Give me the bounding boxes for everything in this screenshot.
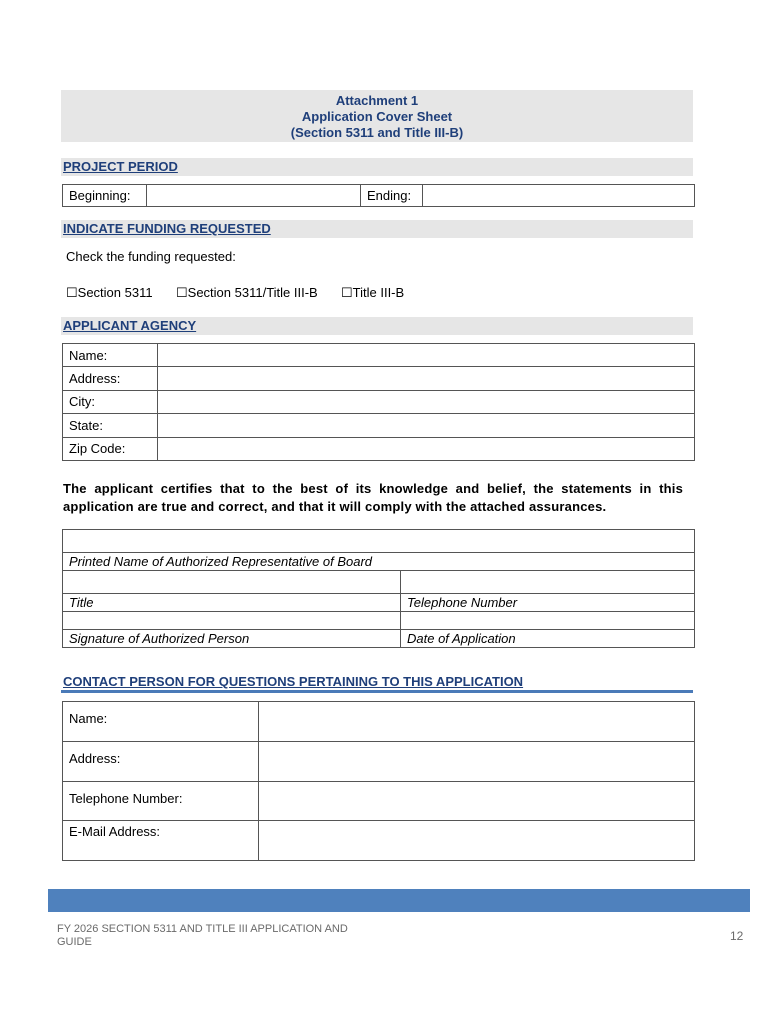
table-row: [63, 414, 695, 437]
telephone-field[interactable]: [401, 571, 695, 594]
certification-statement: The applicant certifies that to the best of its knowledge and belief, the statements in this application are true and correct, and that it will comply with the attached assurances.: [63, 481, 683, 514]
applicant-agency-table: [62, 343, 695, 461]
title-line-1: Attachment 1: [335, 93, 419, 108]
zip-code-field[interactable]: [158, 437, 695, 460]
beginning-field[interactable]: [147, 185, 361, 207]
date-label: Date of Application: [401, 630, 695, 648]
page-number: 12: [730, 929, 744, 943]
contact-email-label: E-Mail Address:: [63, 821, 259, 861]
title-field[interactable]: [63, 571, 401, 594]
title-line-2: Application Cover Sheet: [301, 109, 453, 124]
address-label: Address:: [63, 367, 158, 390]
applicant-agency-heading: APPLICANT AGENCY: [61, 317, 693, 335]
signature-label: Signature of Authorized Person: [63, 630, 401, 648]
document-title: [61, 90, 693, 142]
address-field[interactable]: [158, 367, 695, 390]
signature-table: [62, 529, 695, 648]
funding-option-label: Section 5311/Title III-B: [187, 285, 318, 300]
funding-option-title-iii-b[interactable]: [341, 285, 404, 301]
telephone-label: Telephone Number: [401, 594, 695, 612]
project-period-heading: PROJECT PERIOD: [61, 158, 693, 176]
footer-text: FY 2026 SECTION 5311 AND TITLE III APPLICATION AND GUIDE: [57, 923, 348, 948]
ending-label: Ending:: [361, 185, 423, 207]
title-line-3: (Section 5311 and Title III-B): [290, 125, 464, 140]
contact-name-label: Name:: [63, 702, 259, 742]
funding-option-label: Section 5311: [77, 285, 153, 300]
city-label: City:: [63, 390, 158, 413]
printed-name-field[interactable]: [63, 530, 695, 553]
zip-code-label: Zip Code:: [63, 437, 158, 460]
checkbox-icon[interactable]: ☐: [176, 285, 188, 300]
state-label: State:: [63, 414, 158, 437]
table-row: [63, 437, 695, 460]
funding-heading: INDICATE FUNDING REQUESTED: [61, 220, 693, 238]
funding-option-5311[interactable]: [66, 285, 153, 301]
table-row: [63, 390, 695, 413]
contact-name-field[interactable]: [259, 702, 695, 742]
name-label: Name:: [63, 344, 158, 367]
printed-name-label: Printed Name of Authorized Representative of Board: [63, 553, 695, 571]
contact-telephone-label: Telephone Number:: [63, 781, 259, 821]
contact-address-field[interactable]: [259, 741, 695, 781]
funding-option-5311-title-iii-b[interactable]: [176, 285, 318, 301]
project-period-table: [62, 184, 695, 207]
checkbox-icon[interactable]: ☐: [66, 285, 78, 300]
contact-person-table: [62, 701, 695, 861]
contact-address-label: Address:: [63, 741, 259, 781]
footer-bar: [48, 889, 750, 912]
beginning-label: Beginning:: [63, 185, 147, 207]
title-label: Title: [63, 594, 401, 612]
table-row: [63, 344, 695, 367]
table-row: [63, 821, 695, 861]
table-row: [63, 741, 695, 781]
funding-instruction: Check the funding requested:: [66, 249, 236, 264]
date-field[interactable]: [401, 612, 695, 630]
signature-field[interactable]: [63, 612, 401, 630]
city-field[interactable]: [158, 390, 695, 413]
contact-email-field[interactable]: [259, 821, 695, 861]
contact-person-heading: CONTACT PERSON FOR QUESTIONS PERTAINING TO THIS APPLICATION: [61, 673, 693, 693]
name-field[interactable]: [158, 344, 695, 367]
state-field[interactable]: [158, 414, 695, 437]
contact-telephone-field[interactable]: [259, 781, 695, 821]
table-row: [63, 367, 695, 390]
table-row: [63, 781, 695, 821]
funding-option-label: Title III-B: [352, 285, 405, 300]
checkbox-icon[interactable]: ☐: [341, 285, 353, 300]
ending-field[interactable]: [423, 185, 695, 207]
table-row: [63, 702, 695, 742]
